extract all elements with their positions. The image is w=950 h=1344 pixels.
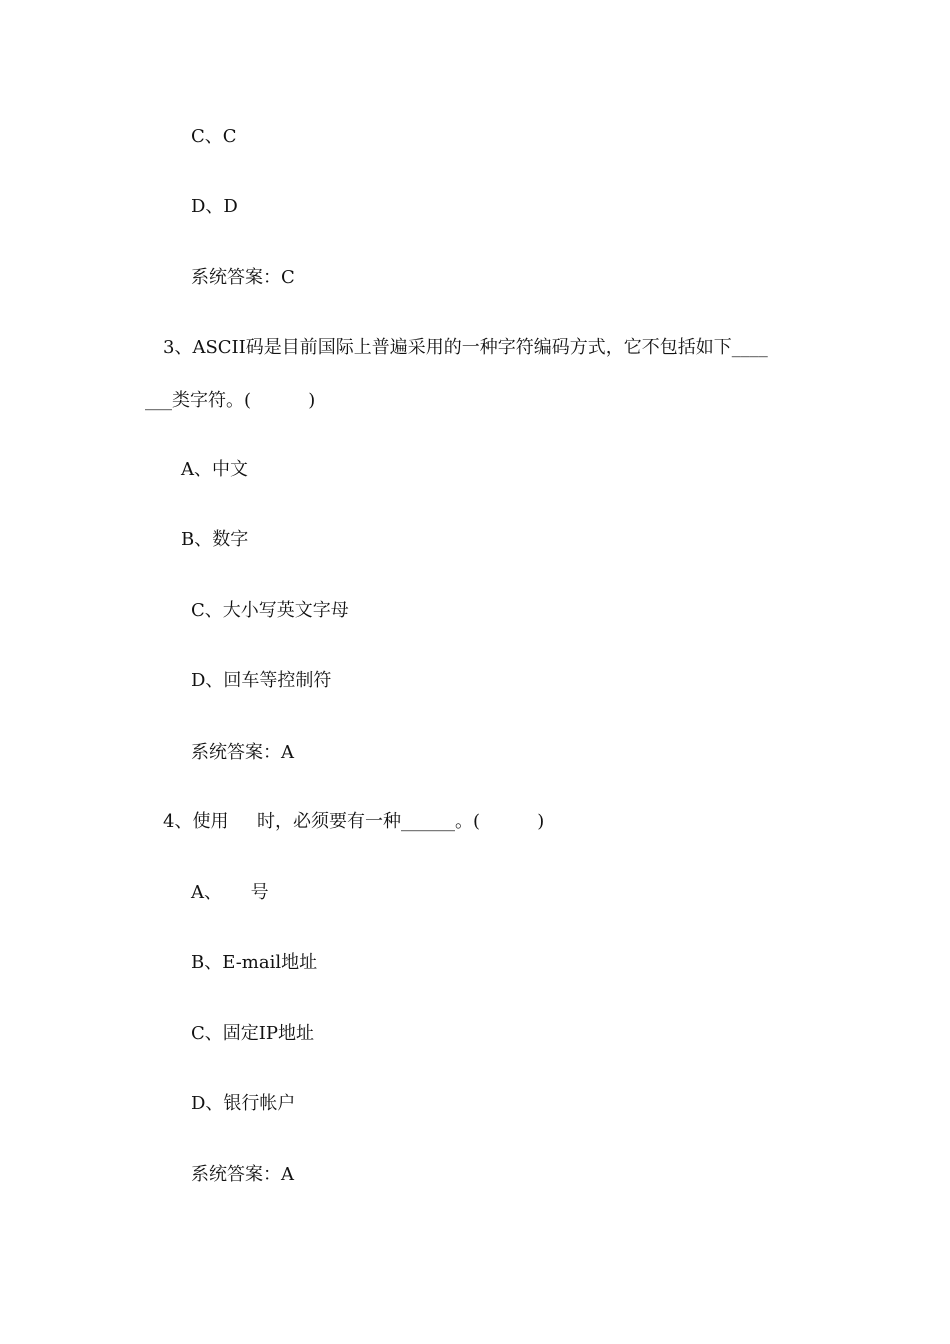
q3-system-answer: 系统答案：A bbox=[191, 742, 294, 763]
q3-stem-line1: 3、ASCII码是目前国际上普遍采用的一种字符编码方式，它不包括如下____ bbox=[163, 337, 768, 358]
q4-option-b: B、E-mail地址 bbox=[191, 952, 318, 973]
q3-stem-line2: ___类字符。( ) bbox=[145, 390, 316, 411]
q2-option-c: C、C bbox=[191, 126, 237, 147]
q4-stem: 4、使用 时，必须要有一种______。( ) bbox=[163, 811, 545, 832]
q3-option-a: A、中文 bbox=[181, 459, 248, 480]
q4-option-a: A、 号 bbox=[191, 882, 269, 903]
q4-option-d: D、银行帐户 bbox=[191, 1093, 296, 1114]
q3-option-b: B、数字 bbox=[181, 529, 249, 550]
q3-option-c: C、大小写英文字母 bbox=[191, 600, 349, 621]
q2-system-answer: 系统答案：C bbox=[191, 267, 295, 288]
q4-system-answer: 系统答案：A bbox=[191, 1164, 294, 1185]
q2-option-d: D、D bbox=[191, 196, 238, 217]
q4-option-c: C、固定IP地址 bbox=[191, 1023, 314, 1044]
q3-option-d: D、回车等控制符 bbox=[191, 670, 332, 691]
